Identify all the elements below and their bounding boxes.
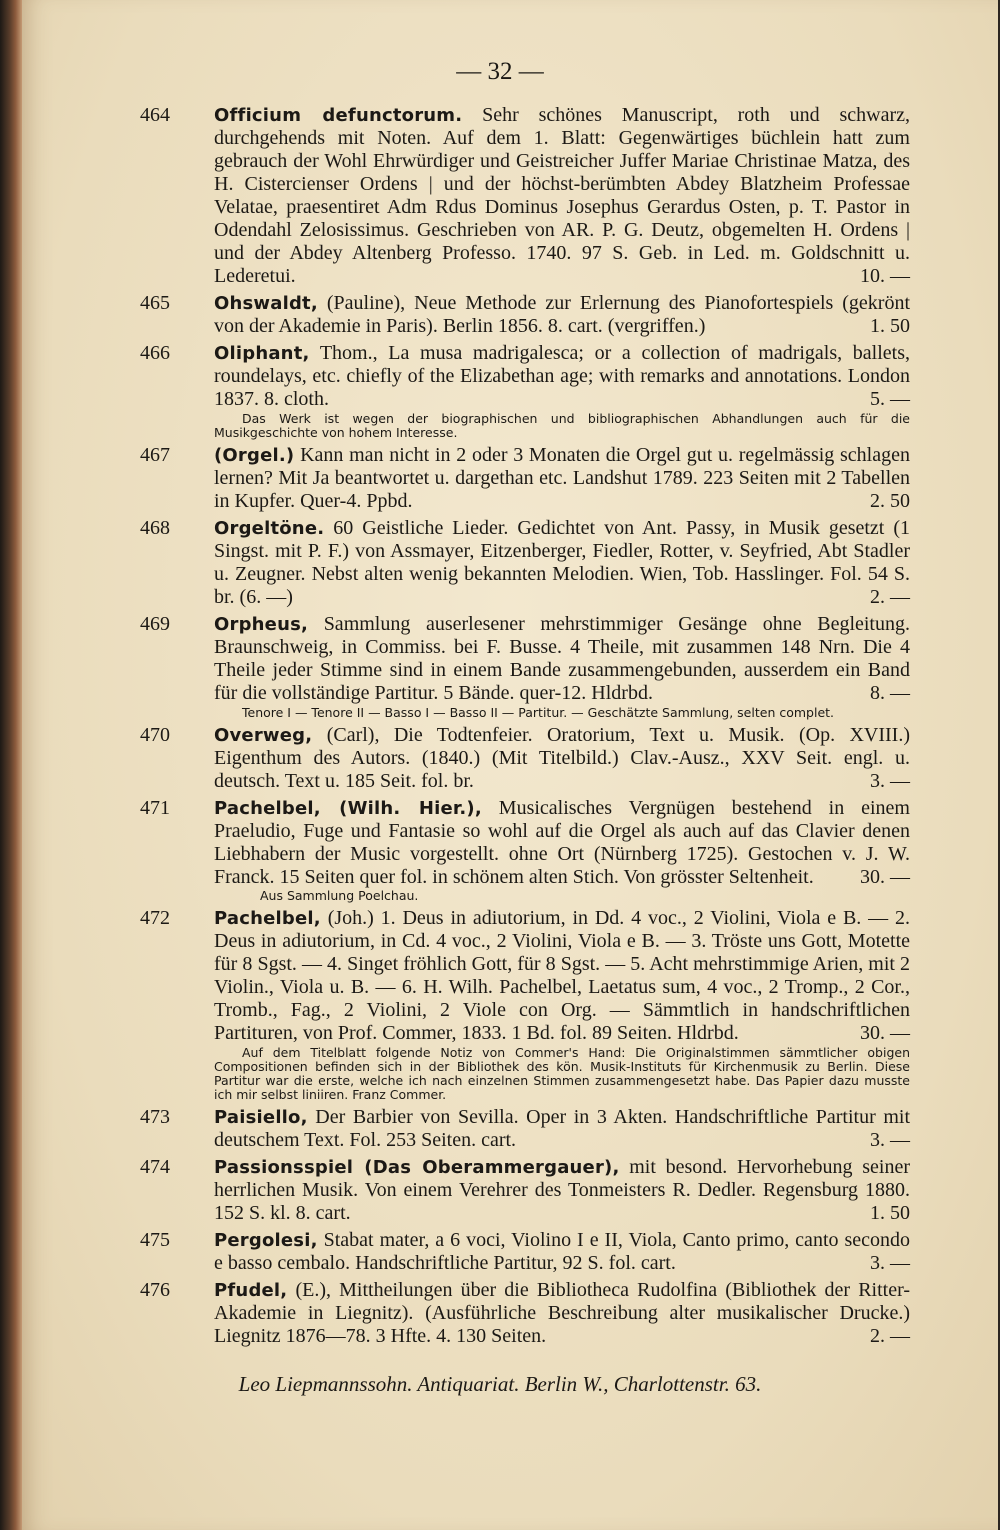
entry-price: 30. — [860, 866, 910, 888]
entry-text: Thom., La musa madrigalesca; or a collection of madrigals, ballets, roundelays, etc. chiefly of the Elizabethan age; with remarks and annotations. London 1837. 8. cloth. [214, 342, 910, 410]
entry-heading: Ohswaldt, [214, 293, 318, 314]
entry-price: 3. — [870, 770, 910, 792]
catalog-entry [140, 517, 910, 609]
entry-price: 5. — [870, 388, 910, 410]
entry-number: 469 [140, 613, 170, 635]
catalog-entry [140, 724, 910, 793]
entry-heading: Passionsspiel (Das Oberammergauer), [214, 1157, 620, 1178]
entry-number: 475 [140, 1229, 170, 1251]
entry-text: Kann man nicht in 2 oder 3 Monaten die Orgel gut u. regelmässig schlagen lernen? Mit Ja beantwortet u. dargethan etc. Landshut 1789. 223 Seiten mit 2 Tabellen in Kupfer. Quer-4. Ppbd. [214, 444, 910, 512]
catalog-entry [140, 292, 910, 338]
entry-number: 466 [140, 342, 170, 364]
catalog-entry [140, 1279, 910, 1348]
entry-text: Musicalisches Vergnügen bestehend in einem Praeludio, Fuge und Fantasie so wohl auf die Orgel als auch auf das Clavier denen Liebhabern der Music vorgestellt. ohne Ort (Nürnberg 1725). Gestochen v. J. W. Franck. 15 Seiten quer fol. in schönem alten Stich. Von grösster Seltenheit. [214, 797, 910, 888]
entry-text: (Carl), Die Todtenfeier. Oratorium, Text u. Musik. (Op. XVIII.) Eigenthum des Autors. (1840.) (Mit Titelbild.) Clav.-Ausz., XXV Seit. engl. u. deutsch. Text u. 185 Seit. fol. br. [214, 724, 911, 792]
catalog-entry [140, 1229, 910, 1275]
catalog-entry [140, 797, 910, 903]
entry-heading: Paisiello, [214, 1107, 308, 1128]
catalog-entry [140, 444, 910, 513]
catalog-entry [140, 1106, 910, 1152]
catalog-entry [140, 1156, 910, 1225]
entry-heading: Orpheus, [214, 614, 309, 635]
publisher-footer: Leo Liepmannssohn. Antiquariat. Berlin W., Charlottenstr. 63. [238, 1372, 762, 1396]
entry-price: 3. — [870, 1252, 910, 1274]
entry-price: 1. 50 [870, 315, 910, 337]
entry-heading: Overweg, [214, 725, 313, 746]
book-spine [0, 0, 22, 1530]
entry-number: 467 [140, 444, 170, 466]
entry-heading: Orgeltöne. [214, 518, 325, 539]
entry-number: 470 [140, 724, 170, 746]
catalog-entry [140, 907, 910, 1102]
entry-text: 60 Geistliche Lieder. Gedichtet von Ant. Passy, in Musik gesetzt (1 Singst. mit P. F.) von Assmayer, Eitzenberger, Fiedler, Rotter, v. Seyfried, Abt Stadler u. Zeugner. Nebst alten wenig bekannten Melodien. Wien, Tob. Hasslinger. Fol. 54 S. br. (6. —) [214, 517, 910, 608]
entry-text: (E.), Mittheilungen über die Bibliotheca Rudolfina (Bibliothek der Ritter-Akademie in Liegnitz). (Ausführliche Beschreibung alter musikalischer Drucke.) Liegnitz 1876—78. 3 Hfte. 4. 130 Seiten. [214, 1279, 911, 1347]
entry-heading: Oliphant, [214, 343, 310, 364]
entry-heading: Pfudel, [214, 1280, 288, 1301]
entry-text: Sehr schönes Manuscript, roth und schwarz, durchgehends mit Noten. Auf dem 1. Blatt: Gegenwärtiges büchlein hatt zum gebrauch der Wohl Ehrwürdiger und Geistreicher Juffer Mariae Christinae Matza, des H. Cistercienser Ordens | und der höchst-berümbten Abdey Blatzheim Professae Velatae, praesentiret Adm Rdus Dominus Josephus Gerardus Osten, p. T. Pastor in Odendahl Zelosissimus. Geschrieben von AR. P. G. Deutz, obgemelten H. Ordens | und der Abdey Altenberg Professo. 1740. 97 S. Geb. in Led. m. Goldschnitt u. Lederetui. [214, 104, 910, 287]
entry-heading: Officium defunctorum. [214, 105, 463, 126]
catalog-entry [140, 342, 910, 440]
entry-price: 8. — [870, 682, 910, 704]
entry-text: (Pauline), Neue Methode zur Erlernung des Pianofortespiels (gekrönt von der Akademie in Paris). Berlin 1856. 8. cart. (vergriffen.) [214, 292, 911, 337]
entry-heading: Pergolesi, [214, 1230, 318, 1251]
entry-number: 472 [140, 907, 170, 929]
entry-price: 2. 50 [870, 490, 910, 512]
entry-number: 476 [140, 1279, 170, 1301]
catalog-entry [140, 613, 910, 720]
page-number: — 32 — [456, 58, 544, 85]
entry-note: Auf dem Titelblatt folgende Notiz von Commer's Hand: Die Originalstimmen sämmtlicher obigen Compositionen befinden sich in der Bibliothek des kön. Musik-Instituts für Kirchenmusik zu Berlin. Diese Partitur war die erste, welche ich nach einzelnen Stimmen zusammengesetzt habe. Das Papier dazu musste ich mir selbst liniiren. Franz Commer. [214, 1045, 910, 1102]
entry-heading: Pachelbel, (Wilh. Hier.), [214, 798, 482, 819]
entry-number: 468 [140, 517, 170, 539]
entry-number: 464 [140, 104, 170, 126]
entry-provenance: Aus Sammlung Poelchau. [260, 888, 419, 903]
entry-text: Sammlung auserlesener mehrstimmiger Gesänge ohne Begleitung. Braunschweig, in Commiss. bei F. Busse. 4 Theile, mit zusammen 148 Nrn. Die 4 Theile jeder Stimme sind in einem Bande zusammengebunden, ausserdem ein Band für die vollständige Partitur. 5 Bände. quer-12. Hldrbd. [214, 613, 910, 704]
entry-price: 3. — [870, 1129, 910, 1151]
entry-price: 30. — [860, 1022, 910, 1044]
entry-text: (Joh.) 1. Deus in adiutorium, in Dd. 4 voc., 2 Violini, Viola e B. — 2. Deus in adiutorium, in Cd. 4 voc., 2 Violini, Viola e B. — 3. Tröste uns Gott, Motette für 8 Sgst. — 4. Singet fröhlich Gott, für 8 Sgst. — 5. Acht mehrstimmige Arien, mit 2 Violin., Viola u. B. — 6. H. Wilh. Pachelbel, Laetatus sum, 4 voc., 2 Tromp., 2 Cor., Tromb., Fag., 2 Violini, 2 Viole con Org. — Sämmtlich in handschriftlichen Partituren, von Prof. Commer, 1833. 1 Bd. fol. 89 Seiten. Hldrbd. [214, 907, 911, 1044]
entry-number: 474 [140, 1156, 170, 1178]
entry-heading: (Orgel.) [214, 445, 295, 466]
entry-note: Tenore I — Tenore II — Basso I — Basso II — Partitur. — Geschätzte Sammlung, selten complet. [242, 705, 835, 720]
entry-price: 10. — [860, 265, 910, 287]
entry-text: Der Barbier von Sevilla. Oper in 3 Akten. Handschriftliche Partitur mit deutschem Text. Fol. 253 Seiten. cart. [214, 1106, 911, 1151]
entry-text: Stabat mater, a 6 voci, Violino I e II, Viola, Canto primo, canto secondo e basso cembalo. Handschriftliche Partitur, 92 S. fol. cart. [214, 1229, 911, 1274]
entry-number: 465 [140, 292, 170, 314]
entry-text: mit besond. Hervorhebung seiner herrlichen Musik. Von einem Verehrer des Tonmeisters R. Dedler. Regensburg 1880. 152 S. kl. 8. cart. [214, 1156, 910, 1224]
catalog-entries [140, 104, 910, 1352]
entry-number: 473 [140, 1106, 170, 1128]
entry-price: 1. 50 [870, 1202, 910, 1224]
entry-heading: Pachelbel, [214, 908, 321, 929]
entry-note: Das Werk ist wegen der biographischen und bibliographischen Abhandlungen auch für die Musikgeschichte von hohem Interesse. [214, 411, 910, 440]
entry-number: 471 [140, 797, 170, 819]
entry-price: 2. — [870, 1325, 910, 1347]
entry-price: 2. — [870, 586, 910, 608]
catalog-entry [140, 104, 910, 288]
